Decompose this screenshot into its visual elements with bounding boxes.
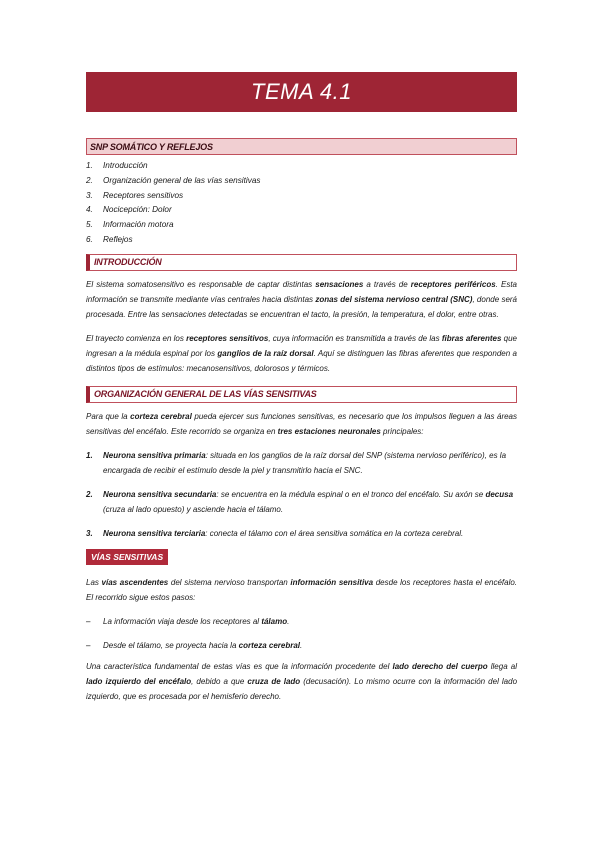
list-item (86, 614, 517, 629)
bold-term: decusa (485, 489, 514, 499)
list-text (103, 638, 517, 653)
bold-term: ganglios de la raíz dorsal (217, 348, 314, 358)
toc-number: 3. (86, 190, 93, 200)
toc-number: 2. (86, 175, 93, 185)
paragraph (86, 409, 517, 439)
list-item (86, 638, 517, 653)
text-run: (decusación). Lo mismo ocurre con la información del lado izquierdo, que es procesada por el hemisferio derecho. (86, 676, 518, 701)
section-title: INTRODUCCIÓN (94, 257, 162, 268)
section-heading-organizacion (86, 386, 517, 403)
text-run: Una característica fundamental de estas vías es que la información procedente del (86, 661, 393, 671)
text-run: La información viaja desde los receptores al (103, 616, 262, 626)
topic-title: TEMA 4.1 (251, 79, 352, 104)
toc-label: Reflejos (103, 234, 133, 244)
text-run: a través de (363, 279, 411, 289)
list-marker: – (86, 616, 91, 626)
text-run: El sistema somatosensitivo es responsable de captar distintas (86, 279, 316, 289)
text-run: pueda ejercer sus funciones sensitivas, es necesario que los impulsos lleguen a las áreas sensitivas del encéfalo. Este recorrido se organiza en (86, 411, 518, 436)
toc-number: 4. (86, 205, 93, 215)
toc-item (86, 161, 517, 176)
paragraph (86, 277, 517, 322)
toc-item (86, 220, 517, 235)
text-run: , cuya información es transmitida a través de las (268, 333, 442, 343)
toc-label: Organización general de las vías sensitivas (103, 175, 261, 185)
toc-number: 5. (86, 220, 93, 230)
text-run: El trayecto comienza en los (86, 333, 187, 343)
text-run: desde los receptores hasta el encéfalo. El recorrido sigue estos pasos: (86, 577, 518, 602)
bold-term: cruza de lado (247, 676, 301, 686)
section-heading-introduccion (86, 254, 517, 271)
toc-number: 6. (86, 234, 93, 244)
bold-term: receptores sensitivos (186, 333, 269, 343)
list-marker: 3. (86, 528, 93, 538)
toc-label: Información motora (103, 220, 174, 230)
section-title: SNP SOMÁTICO Y REFLEJOS (90, 141, 213, 152)
toc-label: Nocicepción: Dolor (103, 205, 172, 215)
list-item (86, 448, 517, 478)
bold-term: sensaciones (315, 279, 364, 289)
toc-item (86, 191, 517, 206)
toc-item (86, 235, 517, 250)
table-of-contents (86, 161, 517, 250)
list-text (103, 614, 517, 629)
steps-list (86, 614, 517, 653)
list-text (103, 487, 517, 517)
toc-label: Introducción (103, 161, 148, 170)
vias-sensitivas-tag: VÍAS SENSITIVAS (86, 549, 168, 565)
bold-term: Neurona sensitiva secundaria (103, 489, 217, 499)
toc-item (86, 176, 517, 191)
bold-term: lado izquierdo del encéfalo (86, 676, 192, 686)
text-run: . (287, 616, 290, 626)
bold-term: información sensitiva (290, 577, 374, 587)
toc-number: 1. (86, 161, 93, 170)
list-text (103, 526, 517, 541)
text-run: (cruza al lado opuesto) y asciende hacia el tálamo. (103, 504, 284, 514)
text-run: del sistema nervioso transportan (168, 577, 291, 587)
text-run: : conecta el tálamo con el área sensitiva somática en la corteza cerebral. (205, 528, 464, 538)
bold-term: Neurona sensitiva terciaria (103, 528, 206, 538)
paragraph (86, 331, 517, 376)
bold-term: corteza cerebral (130, 411, 192, 421)
text-run: , donde será procesada. Entre las sensaciones detectadas se encuentran el tacto, la presión, la temperatura, el dolor, entre otras. (86, 294, 518, 319)
text-run: Las (86, 577, 102, 587)
list-item (86, 487, 517, 517)
text-run: . (300, 640, 303, 650)
text-run: : situada en los ganglios de la raíz dorsal del SNP (sistema nervioso periférico), es la encargada de recibir el estímulo desde la piel y transmitirlo hacia el SNC. (103, 450, 507, 475)
paragraph (86, 575, 517, 605)
section-title: ORGANIZACIÓN GENERAL DE LAS VÍAS SENSITIVAS (94, 389, 317, 400)
list-marker: 1. (86, 450, 93, 460)
bold-term: receptores periféricos (410, 279, 496, 289)
text-run: Para que la (86, 411, 131, 421)
text-run: . Aquí se distinguen las fibras aferentes que responden a distintos tipos de estímulos: mecanosensitivos, dolorosos y térmicos. (86, 348, 518, 373)
bold-term: zonas del sistema nervioso central (SNC) (315, 294, 473, 304)
bold-term: fibras aferentes (441, 333, 502, 343)
paragraph (86, 659, 517, 704)
section-heading-snp (86, 138, 517, 155)
list-item (86, 526, 517, 541)
toc-item (86, 205, 517, 220)
bold-term: tres estaciones neuronales (277, 426, 381, 436)
text-run: llega al (487, 661, 517, 671)
bold-term: corteza cerebral (238, 640, 301, 650)
text-run: que ingresan a la médula espinal por los (86, 333, 517, 358)
text-run: , debido a que (191, 676, 248, 686)
text-run: . Esta información se transmite mediante vías centrales hacia distintas (86, 279, 517, 304)
bold-term: lado derecho del cuerpo (392, 661, 488, 671)
list-marker: – (86, 640, 91, 650)
text-run: : se encuentra en la médula espinal o en el tronco del encéfalo. Su axón se (216, 489, 486, 499)
list-text (103, 448, 517, 478)
list-marker: 2. (86, 489, 93, 499)
document-page (86, 72, 517, 704)
toc-label: Receptores sensitivos (103, 190, 184, 200)
bold-term: vías ascendentes (101, 577, 169, 587)
text-run: principales: (380, 426, 424, 436)
topic-banner (86, 72, 517, 112)
bold-term: tálamo (261, 616, 288, 626)
text-run: Desde el tálamo, se proyecta hacia la (103, 640, 239, 650)
neuron-list (86, 448, 517, 541)
bold-term: Neurona sensitiva primaria (103, 450, 206, 460)
